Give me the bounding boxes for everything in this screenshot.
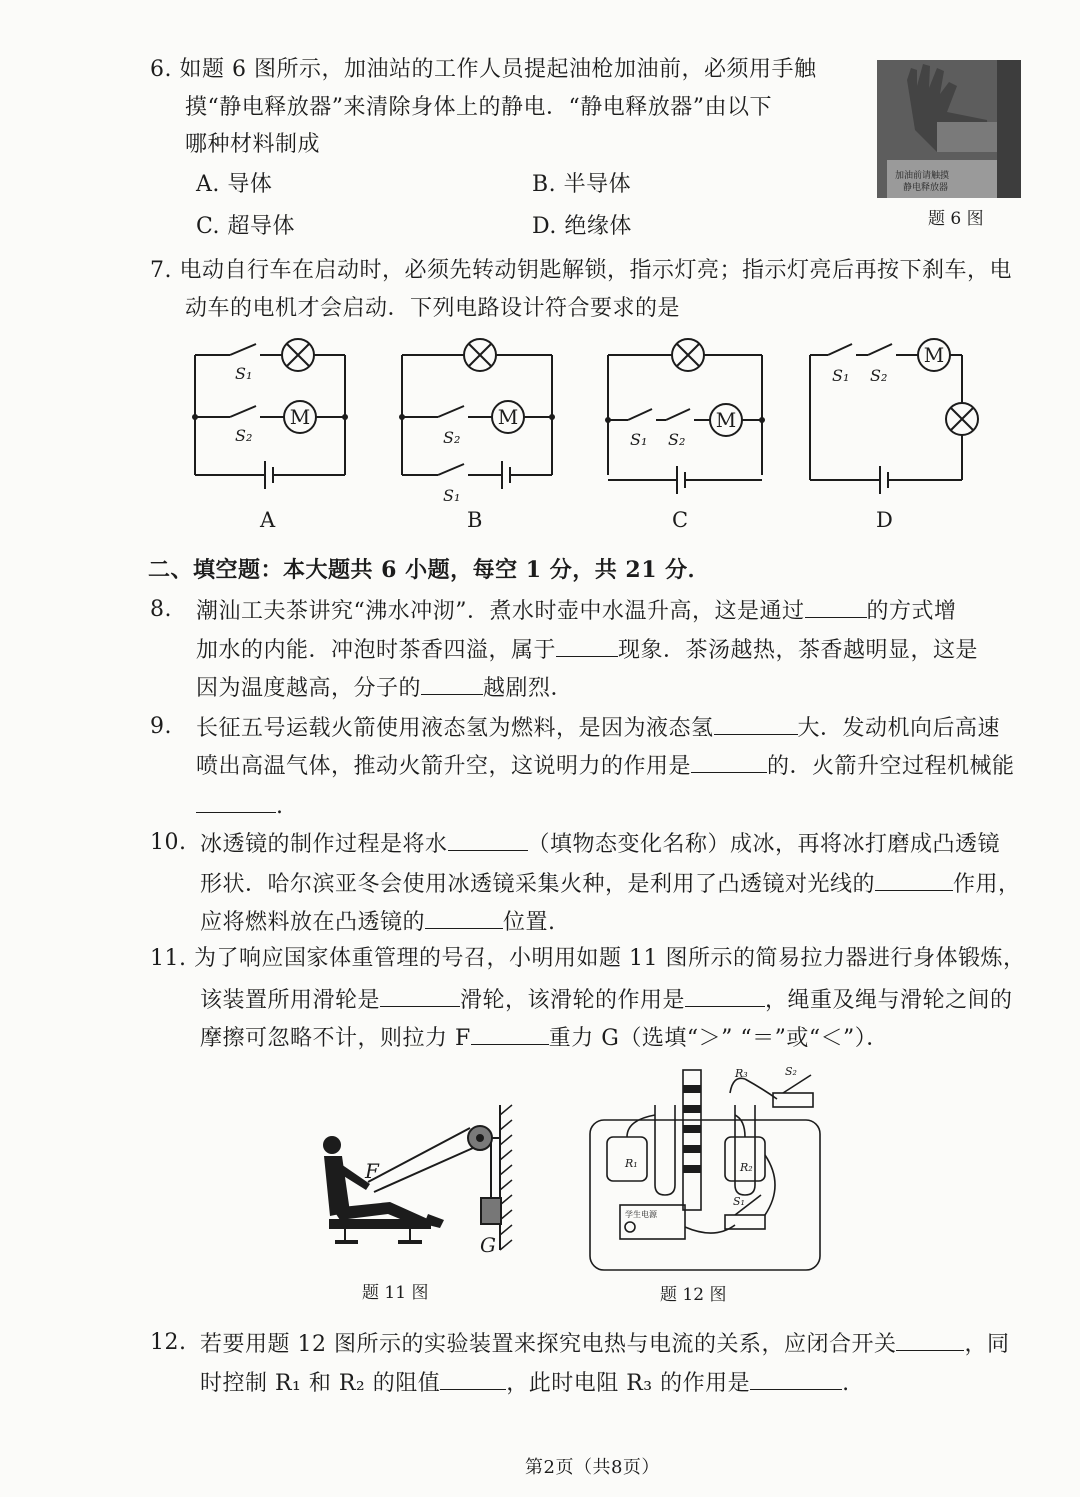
q12-line-2: 时控制 R₁ 和 R₂ 的阻值 ，此时电阻 R₃ 的作用是 .	[200, 1367, 850, 1399]
q10-blank-1[interactable]	[448, 828, 528, 851]
q10-blank-2[interactable]	[875, 868, 953, 891]
label-r3: R₃	[735, 1067, 748, 1080]
q9-blank-2[interactable]	[691, 750, 767, 773]
q12-number: 12.	[150, 1330, 187, 1355]
q11-blank-3[interactable]	[471, 1022, 549, 1045]
q8-blank-1[interactable]	[805, 595, 867, 618]
q10-blank-3[interactable]	[425, 906, 503, 929]
q6-photo-static-discharger	[877, 60, 1021, 198]
photo-text-1: 加油前请触摸	[895, 171, 950, 181]
q9-blank-1[interactable]	[714, 712, 798, 735]
gravity-label-g: G	[480, 1233, 496, 1257]
q6-option-d[interactable]: D. 绝缘体	[532, 214, 632, 239]
q6-line-1: 6. 如题 6 图所示，加油站的工作人员提起油枪加油前，必须用手触	[150, 57, 817, 82]
motor-label: M	[497, 405, 519, 429]
label-s1: S₁	[733, 1195, 745, 1208]
q6-option-b[interactable]: B. 半导体	[532, 172, 632, 197]
q8-line-3: 因为温度越高，分子的 越剧烈．	[196, 672, 573, 704]
label-r1: R₁	[625, 1157, 638, 1170]
switch-label-s1: S₁	[443, 486, 461, 505]
switch-label-s2: S₂	[443, 428, 461, 447]
q6-option-c[interactable]: C. 超导体	[196, 214, 296, 239]
q11-blank-2[interactable]	[685, 984, 765, 1007]
q12-figure-joule-apparatus	[585, 1065, 835, 1275]
circuit-b[interactable]	[402, 355, 552, 489]
switch-label-s1: S₁	[832, 366, 850, 385]
q9-line-1: 长征五号运载火箭使用液态氢为燃料，是因为液态氢 大．发动机向后高速	[196, 712, 1000, 744]
q7-line-1: 7. 电动自行车在启动时，必须先转动钥匙解锁，指示灯亮；指示灯亮后再按下刹车，电	[150, 258, 1012, 283]
q11-blank-1[interactable]	[380, 984, 460, 1007]
switch-label-s1: S₁	[235, 364, 253, 383]
lamp-icon	[282, 339, 314, 371]
q6-option-a[interactable]: A. 导体	[196, 172, 273, 197]
q11-line-1: 11. 为了响应国家体重管理的号召，小明用如题 11 图所示的简易拉力器进行身体锻炼，	[150, 946, 1026, 971]
label-r2: R₂	[740, 1161, 753, 1174]
motor-label: M	[715, 408, 737, 432]
switch-label-s2: S₂	[668, 430, 686, 449]
q8-line-1: 潮汕工夫茶讲究“沸水冲沏”．煮水时壶中水温升高，这是通过 的方式增	[196, 595, 957, 627]
q8-blank-2[interactable]	[556, 634, 618, 657]
label-s2: S₂	[785, 1065, 797, 1078]
q12-blank-1[interactable]	[896, 1328, 964, 1351]
q8-number: 8.	[150, 597, 172, 622]
lamp-icon	[672, 339, 704, 371]
q9-line-2: 喷出高温气体，推动火箭升空，这说明力的作用是 的．火箭升空过程机械能	[196, 750, 1015, 782]
q10-number: 10.	[150, 830, 187, 855]
section-heading: 二、填空题：本大题共 6 小题，每空 1 分，共 21 分．	[148, 557, 711, 583]
switch-label-s2: S₂	[870, 366, 888, 385]
q9-blank-3[interactable]	[196, 790, 276, 813]
q12-blank-2[interactable]	[440, 1367, 506, 1390]
motor-label: M	[923, 343, 945, 367]
circuit-label-d: D	[876, 508, 893, 532]
q12-blank-3[interactable]	[750, 1367, 842, 1390]
circuit-label-b: B	[467, 508, 483, 532]
q6-line-3: 哪种材料制成	[185, 132, 321, 157]
circuit-label-c: C	[672, 508, 689, 532]
q6-figure-caption: 题 6 图	[928, 209, 984, 229]
force-label-f: F	[365, 1159, 379, 1183]
q6-line-2: 摸“静电释放器”来清除身体上的静电．“静电释放器”由以下	[185, 95, 772, 120]
q9-number: 9.	[150, 714, 172, 739]
lamp-icon	[946, 403, 978, 435]
q10-line-3: 应将燃料放在凸透镜的 位置.	[200, 906, 556, 938]
page-footer: 第2页（共8页）	[525, 1457, 660, 1478]
q11-figure-pulley-exerciser	[310, 1100, 525, 1270]
q7-line-2: 动车的电机才会启动．下列电路设计符合要求的是	[185, 296, 681, 321]
q8-line-2: 加水的内能．冲泡时茶香四溢，属于 现象．茶汤越热，茶香越明显，这是	[196, 634, 978, 666]
q12-figure-caption: 题 12 图	[660, 1285, 727, 1305]
q11-line-3: 摩擦可忽略不计，则拉力 F 重力 G（选填“＞” “＝”或“＜”）．	[200, 1022, 889, 1054]
q10-line-2: 形状．哈尔滨亚冬会使用冰透镜采集火种，是利用了凸透镜对光线的 作用，	[200, 868, 1021, 900]
label-power-supply: 学生电源	[625, 1210, 657, 1219]
q7-circuit-diagrams	[180, 335, 990, 515]
q11-figure-caption: 题 11 图	[362, 1283, 429, 1303]
motor-label: M	[289, 405, 311, 429]
lamp-icon	[464, 339, 496, 371]
photo-text-2: 静电释放器	[903, 183, 949, 193]
circuit-a[interactable]	[195, 344, 345, 489]
q10-line-1: 冰透镜的制作过程是将水 （填物态变化名称）成冰，再将冰打磨成凸透镜	[200, 828, 1000, 860]
q9-line-3: .	[196, 790, 284, 822]
q12-line-1: 若要用题 12 图所示的实验装置来探究电热与电流的关系，应闭合开关 ，同	[200, 1328, 1010, 1360]
switch-label-s1: S₁	[630, 430, 648, 449]
q8-blank-3[interactable]	[421, 672, 483, 695]
circuit-label-a: A	[260, 508, 276, 532]
q11-line-2: 该装置所用滑轮是 滑轮，该滑轮的作用是 ，绳重及绳与滑轮之间的	[200, 984, 1013, 1016]
switch-label-s2: S₂	[235, 426, 253, 445]
